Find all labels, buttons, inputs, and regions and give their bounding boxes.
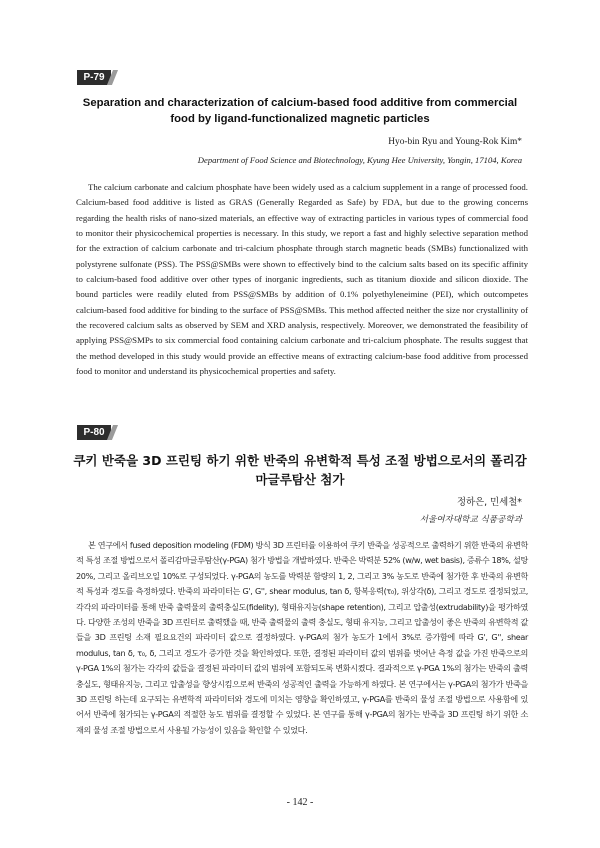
abstract-body-p80: 본 연구에서 fused deposition modeling (FDM) 방식 3D 프린터를 이용하여 쿠키 반죽을 성공적으로 출력하기 위한 반죽의 유변학적 특성 조절 방법으로서 폴리감마글루탐산(γ-PGA) 첨가 방법을 개발하였다. 반죽은 박력분 52% (w/w, wet basis), 증류수 18%, 설탕 20%, 그리고 올리브오일 10%로 구성되었다. γ-PGA의 농도를 박력분 함량의 1, 2, 그리고 3% 농도로 반죽에 첨가한 후 반죽의 유변학적 특성과 경도를 측정하였다. 반죽의 파라미터는 G', G'', shear modulus, tan δ, 항복응력(τ₀), 위상각(δ), 그리고 경도로 결정되었고, 각각의 파라미터를 통해 반죽 출력물의 출력충실도(fidelity), 형태유지능(shape retention), 그리고 압출성(extrudability)을 평가하였다. 다양한 조성의 반죽을 3D 프린터로 출력했을 때, 반죽 출력물의 출력 충실도, 형태 유지능, 그리고 압출성이 좋은 반죽의 유변학적 값들을 3D 프린팅 소재 필요요건의 파라미터 값으로 결정하였다. γ-PGA의 첨가 농도가 1에서 3%로 증가함에 따라 G', G'', shear modulus, tan δ, τ₀, δ, 그리고 경도가 증가한 것을 확인하였다. 또한, 결정된 파라미터 값의 범위를 벗어난 측정 값을 가진 반죽으로의 γ-PGA 1%의 첨가는 각각의 값들을 결정된 파라미터 값의 범위에 포함되도록 변화시켰다. 결과적으로 γ-PGA 1%의 첨가는 반죽의 출력충실도, 형태유지능, 그리고 압출성을 향상시킴으로써 반죽의 성공적인 출력을 가능하게 하였다. 본 연구에서는 γ-PGA의 첨가가 반죽을 3D 프린팅 하는데 요구되는 유변학적 파라미터와 경도에 미치는 영향을 확인하였고, γ-PGA를 반죽의 물성 조절 방법으로 사용함에 있어서 반죽에 첨가되는 γ-PGA의 적절한 농도 범위를 결정할 수 있었다. 본 연구를 통해 γ-PGA의 첨가는 반죽을 3D 프린팅 하기 위한 소재의 물성 조절 방법으로서 사용될 가능성이 있음을 확인할 수 있었다. [76,540,528,735]
abstract-affiliation-p79: Department of Food Science and Biotechnology, Kyung Hee University, Yongin, 17104, Korea [197,155,522,165]
abstract-authors-p80: 정하은, 민세철* [457,497,522,508]
abstract-title-p79: Separation and characterization of calcium-based food additive from commercial food by ligand-functionalized magnetic particles [82,97,518,125]
abstract-title-p80: 쿠키 반죽을 3D 프린팅 하기 위한 반죽의 유변학적 특성 조절 방법으로서의 폴리감마글루탐산 첨가 [73,453,527,487]
badge-label: P-79 [83,72,105,83]
abstract-affiliation-p80: 서울여자대학교 식품공학과 [419,515,522,525]
abstract-badge-p80 [77,425,117,440]
abstract-body-p79: The calcium carbonate and calcium phosphate have been widely used as a calcium supplement in a range of processed food. Calcium-based food additive is listed as GRAS (Generally Regarded as Safe) by FDA, but due to the growing concerns regarding the health risks of nano-sized materials, an effective way of extracting particles in various types of commercial food to monitor their physicochemical properties is necessary. In this study, we report a fast and highly selective separation method for the extraction of calcium carbonate and tri-calcium phosphate through starch magnetic beads (SMBs) functionalized with polystyrene sulfonate (PSS). The PSS@SMBs were shown to effectively bind to the calcium salts based on its specific affinity to calcium-based food additive over other types of inorganic ingredients, such as titanium dioxide and silicon dioxide. The bound particles were readily eluted from PSS@SMBs by addition of 0.1% polyethyleneimine (PEI), which outcompetes calcium-based food additive for binding to the surface of PSS@SMBs. This method affected neither the size nor crystallinity of the recovered calcium salts as observed by SEM and XRD analysis, respectively. Moreover, we demonstrated the feasibility of applying PSS@SMPs to six commercial food containing calcium carbonate and tri-calcium phosphate. The results suggest that the method developed in this study would provide an effective means of extracting calcium-base food additive from processed food to monitor and understand its physicochemical properties and safety. [76,182,528,377]
page-number: - 142 - [286,797,314,808]
badge-label: P-80 [83,427,105,438]
abstract-badge-p79 [77,70,117,85]
abstract-authors-p79: Hyo-bin Ryu and Young-Rok Kim* [388,137,522,147]
